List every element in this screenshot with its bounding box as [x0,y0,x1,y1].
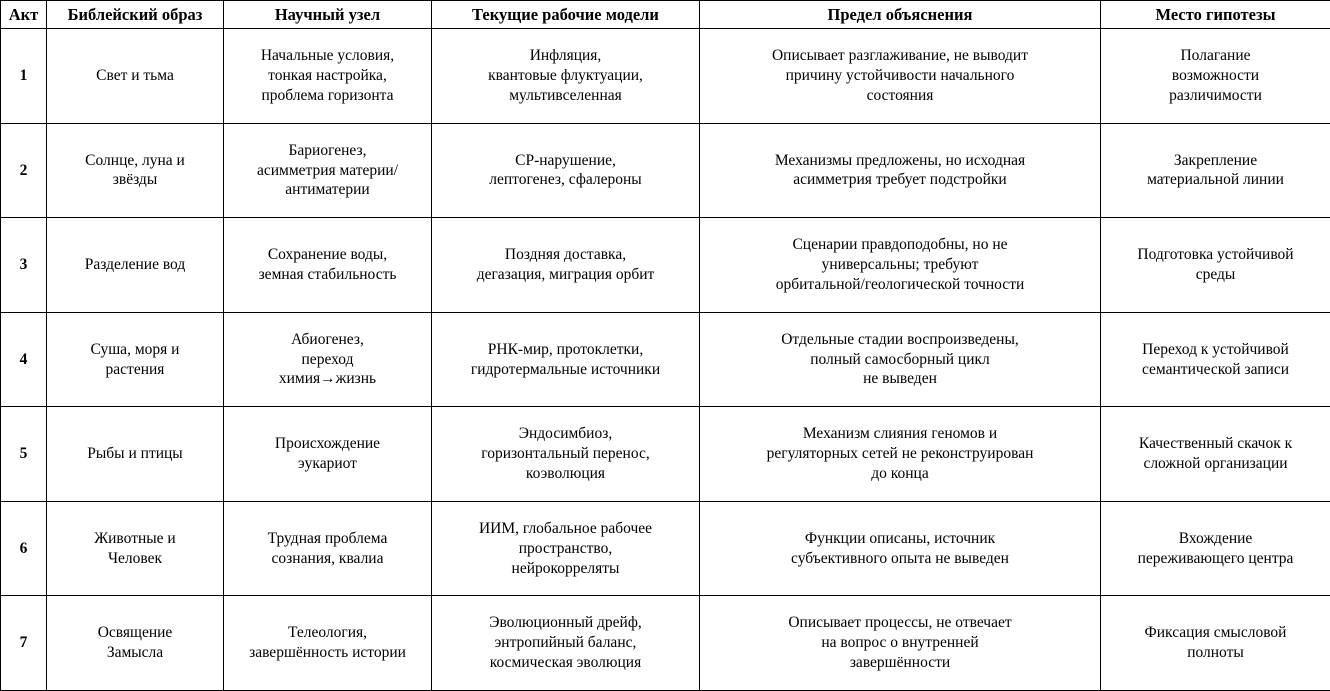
cell-hypothesis-place: Закрепление материальной линии [1101,123,1330,218]
table-row [1,123,1330,218]
cell-explanation-limit: Сценарии правдоподобны, но не универсальны; требуют орбитальной/геологической точности [700,218,1101,313]
cell-current-models: Инфляция, квантовые флуктуации, мультивселенная [432,29,700,124]
column-header-current-models: Текущие рабочие модели [432,1,700,29]
table-row [1,29,1330,124]
cell-explanation-limit: Механизм слияния геномов и регуляторных сетей не реконструирован до конца [700,407,1101,502]
cell-explanation-limit: Функции описаны, источник субъективного опыта не выведен [700,501,1101,596]
cell-biblical-image: Суша, моря и растения [47,312,224,407]
cell-scientific-node: Сохранение воды, земная стабильность [224,218,432,313]
cell-act: 7 [1,596,47,691]
cell-biblical-image: Животные и Человек [47,501,224,596]
cell-biblical-image: Солнце, луна и звёзды [47,123,224,218]
column-header-explanation-limit: Предел объяснения [700,1,1101,29]
table-row [1,218,1330,313]
cell-current-models: ИИМ, глобальное рабочее пространство, нейрокорреляты [432,501,700,596]
table-row [1,407,1330,502]
cell-act: 6 [1,501,47,596]
cell-scientific-node: Начальные условия, тонкая настройка, проблема горизонта [224,29,432,124]
table-row [1,312,1330,407]
cell-act: 3 [1,218,47,313]
cell-hypothesis-place: Вхождение переживающего центра [1101,501,1330,596]
cell-act: 5 [1,407,47,502]
table-row [1,501,1330,596]
cell-scientific-node: Телеология, завершённость истории [224,596,432,691]
cell-hypothesis-place: Переход к устойчивой семантической записи [1101,312,1330,407]
cell-biblical-image: Рыбы и птицы [47,407,224,502]
cell-hypothesis-place: Полагание возможности различимости [1101,29,1330,124]
cell-hypothesis-place: Качественный скачок к сложной организации [1101,407,1330,502]
cell-biblical-image: Освящение Замысла [47,596,224,691]
cell-biblical-image: Свет и тьма [47,29,224,124]
cell-hypothesis-place: Фиксация смысловой полноты [1101,596,1330,691]
cell-explanation-limit: Описывает разглаживание, не выводит причину устойчивости начального состояния [700,29,1101,124]
cell-biblical-image: Разделение вод [47,218,224,313]
cell-scientific-node: Бариогенез, асимметрия материи/ антиматерии [224,123,432,218]
cell-explanation-limit: Описывает процессы, не отвечает на вопрос о внутренней завершённости [700,596,1101,691]
cell-current-models: Эндосимбиоз, горизонтальный перенос, коэволюция [432,407,700,502]
cell-current-models: CP-нарушение, лептогенез, сфалероны [432,123,700,218]
cell-current-models: РНК-мир, протоклетки, гидротермальные источники [432,312,700,407]
cell-act: 1 [1,29,47,124]
table-body [1,29,1330,691]
cell-hypothesis-place: Подготовка устойчивой среды [1101,218,1330,313]
cell-act: 2 [1,123,47,218]
cell-act: 4 [1,312,47,407]
column-header-act: Акт [1,1,47,29]
column-header-biblical-image: Библейский образ [47,1,224,29]
column-header-hypothesis-place: Место гипотезы [1101,1,1330,29]
cell-scientific-node: Происхождение эукариот [224,407,432,502]
cell-scientific-node: Трудная проблема сознания, квалиа [224,501,432,596]
table-row [1,596,1330,691]
table-header-row [1,1,1330,29]
cell-current-models: Эволюционный дрейф, энтропийный баланс, космическая эволюция [432,596,700,691]
column-header-scientific-node: Научный узел [224,1,432,29]
cell-explanation-limit: Механизмы предложены, но исходная асимметрия требует подстройки [700,123,1101,218]
cell-explanation-limit: Отдельные стадии воспроизведены, полный самосборный цикл не выведен [700,312,1101,407]
cell-current-models: Поздняя доставка, дегазация, миграция орбит [432,218,700,313]
cell-scientific-node: Абиогенез, переход химия→жизнь [224,312,432,407]
